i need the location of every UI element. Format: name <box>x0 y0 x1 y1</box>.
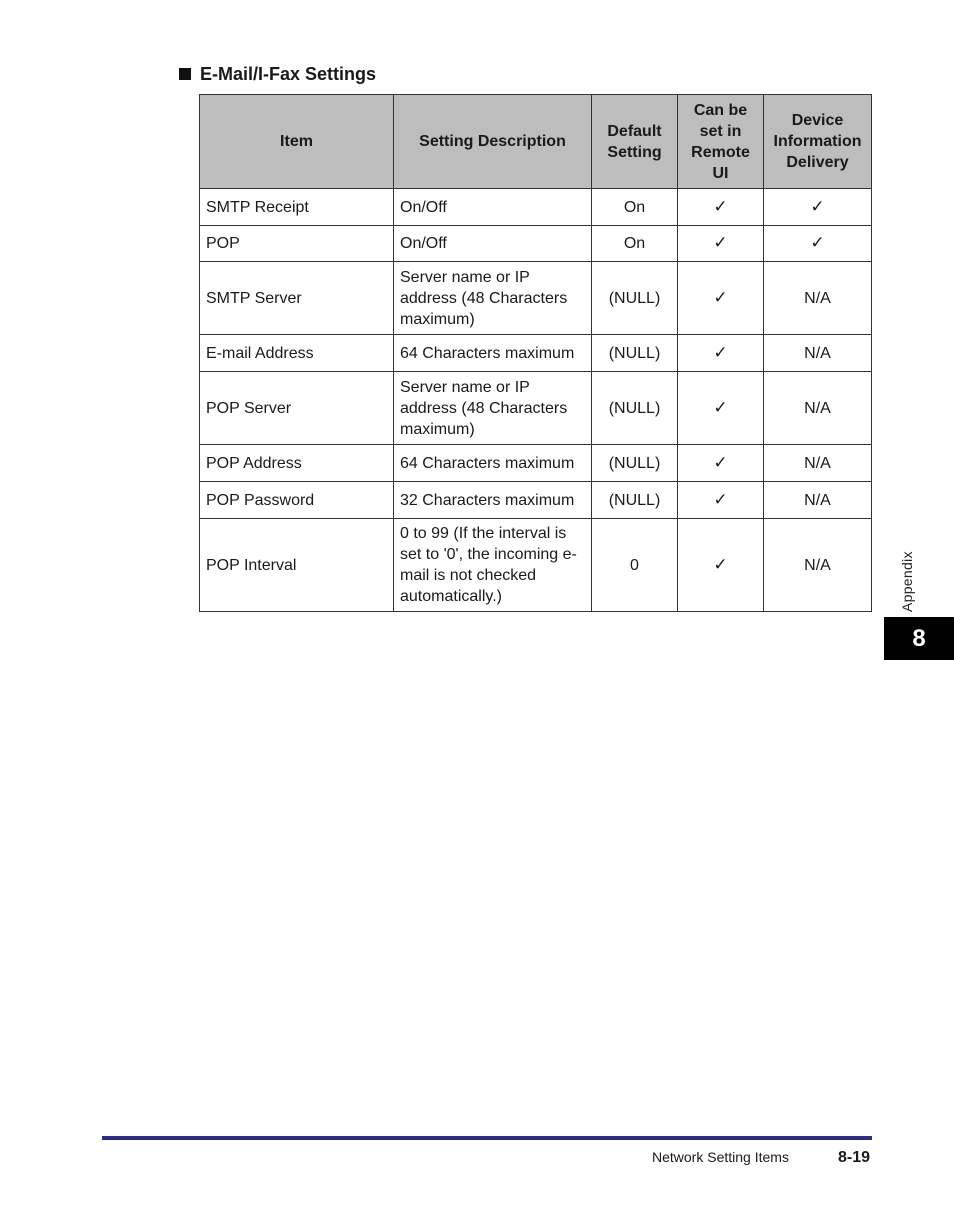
header-item: Item <box>200 95 394 189</box>
header-default-setting: Default Setting <box>592 95 678 189</box>
cell-item: POP Address <box>200 445 394 482</box>
email-ifax-settings-table <box>199 94 872 612</box>
cell-description: On/Off <box>394 226 592 262</box>
cell-description: 32 Characters maximum <box>394 482 592 519</box>
check-icon: ✓ <box>678 519 764 612</box>
table-header-row <box>200 95 872 189</box>
cell-default: 0 <box>592 519 678 612</box>
side-tab-label: Appendix <box>899 551 915 612</box>
chapter-tab: 8 <box>884 617 954 660</box>
cell-item: SMTP Receipt <box>200 189 394 226</box>
cell-default: (NULL) <box>592 445 678 482</box>
check-icon: ✓ <box>764 226 872 262</box>
square-bullet-icon <box>179 68 191 80</box>
check-icon: ✓ <box>678 226 764 262</box>
header-device-info-delivery: Device Information Delivery <box>764 95 872 189</box>
table-row <box>200 335 872 372</box>
cell-description: On/Off <box>394 189 592 226</box>
cell-item: POP Server <box>200 372 394 445</box>
table-row <box>200 262 872 335</box>
cell-description: 64 Characters maximum <box>394 445 592 482</box>
cell-default: (NULL) <box>592 335 678 372</box>
cell-delivery: N/A <box>764 445 872 482</box>
cell-delivery: N/A <box>764 519 872 612</box>
cell-description: Server name or IP address (48 Characters maximum) <box>394 372 592 445</box>
check-icon: ✓ <box>678 189 764 226</box>
footer-rule <box>102 1136 872 1140</box>
check-icon: ✓ <box>678 445 764 482</box>
cell-default: On <box>592 226 678 262</box>
check-icon: ✓ <box>764 189 872 226</box>
cell-description: 0 to 99 (If the interval is set to '0', the incoming e-mail is not checked automatically.) <box>394 519 592 612</box>
check-icon: ✓ <box>678 372 764 445</box>
cell-default: (NULL) <box>592 372 678 445</box>
cell-default: (NULL) <box>592 482 678 519</box>
cell-item: POP Password <box>200 482 394 519</box>
footer-title: Network Setting Items <box>652 1149 789 1165</box>
header-remote-ui: Can be set in Remote UI <box>678 95 764 189</box>
cell-item: POP <box>200 226 394 262</box>
cell-default: (NULL) <box>592 262 678 335</box>
check-icon: ✓ <box>678 262 764 335</box>
cell-description: Server name or IP address (48 Characters maximum) <box>394 262 592 335</box>
page-number: 8-19 <box>838 1149 871 1166</box>
table-row <box>200 519 872 612</box>
header-setting-description: Setting Description <box>394 95 592 189</box>
cell-item: E-mail Address <box>200 335 394 372</box>
table-row <box>200 445 872 482</box>
table-row <box>200 226 872 262</box>
cell-item: POP Interval <box>200 519 394 612</box>
table-row <box>200 372 872 445</box>
cell-delivery: N/A <box>764 262 872 335</box>
cell-delivery: N/A <box>764 335 872 372</box>
cell-delivery: N/A <box>764 482 872 519</box>
table-row <box>200 482 872 519</box>
check-icon: ✓ <box>678 482 764 519</box>
cell-description: 64 Characters maximum <box>394 335 592 372</box>
cell-delivery: N/A <box>764 372 872 445</box>
check-icon: ✓ <box>678 335 764 372</box>
table-row <box>200 189 872 226</box>
cell-item: SMTP Server <box>200 262 394 335</box>
section-heading <box>179 62 376 86</box>
cell-default: On <box>592 189 678 226</box>
section-heading-text: E-Mail/I-Fax Settings <box>200 64 377 84</box>
